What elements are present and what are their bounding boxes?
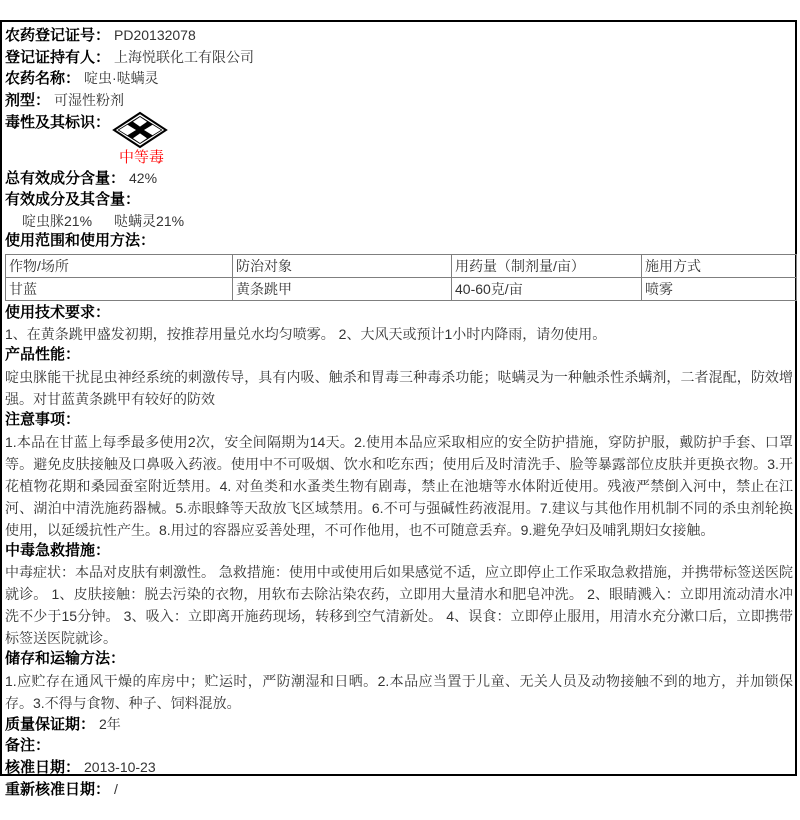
section-title-usage-tech-requirements: 使用技术要求： — [5, 303, 111, 321]
field-value: 2013-10-23 — [84, 758, 156, 775]
ingredients-title — [5, 190, 793, 211]
column-header-target-pest: 防治对象 — [233, 254, 452, 277]
toxicity-level-text: 中等毒 — [119, 149, 165, 167]
field-label: 农药名称： — [5, 70, 81, 88]
ingredients-line — [5, 211, 793, 232]
field-value: 2年 — [99, 715, 121, 732]
field-registration-number — [5, 25, 793, 47]
field-label: 使用范围和使用方法： — [5, 232, 156, 250]
field-value: 啶虫·哒螨灵 — [84, 70, 159, 87]
usage-table-header-row — [6, 254, 797, 277]
field-value: / — [114, 780, 118, 797]
ingredient-acetamiprid: 啶虫脒21% — [22, 212, 93, 229]
column-header-crop: 作物/场所 — [6, 254, 233, 277]
field-value: PD20132078 — [114, 27, 196, 43]
field-label: 核准日期： — [5, 758, 81, 776]
field-reapproval-date — [5, 779, 793, 801]
field-label: 登记证持有人： — [5, 48, 111, 66]
field-remarks — [5, 735, 793, 757]
field-label: 有效成分及其含量： — [5, 190, 141, 208]
field-total-active-content — [5, 168, 793, 190]
field-label: 重新核准日期： — [5, 780, 111, 798]
field-approval-date — [5, 757, 793, 779]
column-header-application-method: 施用方式 — [642, 254, 797, 277]
field-label: 备注： — [5, 737, 51, 755]
usage-table — [5, 254, 797, 301]
section-title-first-aid: 中毒急救措施： — [5, 541, 111, 559]
section-body-product-performance: 啶虫脒能干扰昆虫神经系统的刺激传导，具有内吸、触杀和胃毒三种毒杀功能；哒螨灵为一种触杀性杀螨剂，二者混配，防效增强。对甘蓝黄条跳甲有较好的防效 — [5, 368, 793, 407]
field-certificate-holder — [5, 47, 793, 69]
ingredient-pyridaben: 哒螨灵21% — [114, 212, 185, 229]
field-label: 质量保证期： — [5, 715, 96, 733]
toxicity-label: 毒性及其标识： — [5, 114, 111, 132]
field-value: 可湿性粉剂 — [54, 91, 125, 108]
usage-table-row — [6, 277, 797, 300]
cell-dosage: 40-60克/亩 — [452, 277, 642, 300]
column-header-dosage: 用药量（制剂量/亩） — [452, 254, 642, 277]
field-warranty-period — [5, 714, 793, 736]
section-body-first-aid: 中毒症状：本品对皮肤有刺激性。 急救措施：使用中或使用后如果感觉不适，应立即停止工作采取急救措施，并携带标签送医院就诊。 1、皮肤接触：脱去污染的衣物，用软布去除沾染农药，立即用大量清水和肥皂冲洗。 2、眼睛溅入：立即用流动清水冲洗不少于15分钟。 3、吸入：立即离开施药现场，转移到空气清新处。 4、误食：立即停止服用，用清水充分漱口后，立即携带标签送医院就诊。 — [5, 564, 793, 647]
cell-application-method: 喷雾 — [642, 277, 797, 300]
toxicity-row — [5, 111, 793, 148]
section-title-precautions: 注意事项： — [5, 410, 81, 428]
field-label: 农药登记证号： — [5, 27, 111, 44]
field-pesticide-name — [5, 68, 793, 90]
pesticide-registration-document — [0, 20, 797, 798]
field-value: 上海悦联化工有限公司 — [114, 48, 255, 65]
section-title-product-performance: 产品性能： — [5, 346, 81, 364]
field-formulation — [5, 90, 793, 112]
section-body-usage-tech-requirements: 1、在黄条跳甲盛发初期，按推荐用量兑水均匀喷雾。 2、大风天或预计1小时内降雨，请勿使用。 — [5, 326, 607, 343]
field-value: 42% — [129, 170, 158, 187]
section-body-storage-transport: 1.应贮存在通风干燥的库房中；贮运时，严防潮湿和日晒。2.本品应当置于儿童、无关人员及动物接触不到的地方，并加锁保存。3.不得与食物、种子、饲料混放。 — [5, 672, 793, 711]
field-label: 剂型： — [5, 91, 51, 109]
field-label: 总有效成分含量： — [5, 170, 126, 188]
moderate-toxicity-diamond-icon — [113, 112, 167, 153]
section-body-precautions: 1.本品在甘蓝上每季最多使用2次，安全间隔期为14天。2.使用本品应采取相应的安全防护措施，穿防护服，戴防护手套、口罩等。避免皮肤接触及口鼻吸入药液。使用中不可吸烟、饮水和吃东西；使用后及时清洗手、脸等暴露部位皮肤并更换衣物。3.开花植物花期和桑园蚕室附近禁用。4. 对鱼类和水蚤类生物有剧毒，禁止在池塘等水体附近使用。残液严禁倒入河中，禁止在江河、湖泊中清洗施药器械。5.赤眼蜂等天敌放飞区域禁用。6.不可与强碱性药液混用。7.建议与其他作用机制不同的杀虫剂轮换使用，以延缓抗性产生。8.用过的容器应妥善处理，不可作他用，也不可随意丢弃。9.避免孕妇及哺乳期妇女接触。 — [5, 433, 793, 538]
usage-section-title — [5, 231, 793, 252]
section-title-storage-transport: 储存和运输方法： — [5, 650, 126, 668]
cell-crop: 甘蓝 — [6, 277, 233, 300]
cell-target-pest: 黄条跳甲 — [233, 277, 452, 300]
